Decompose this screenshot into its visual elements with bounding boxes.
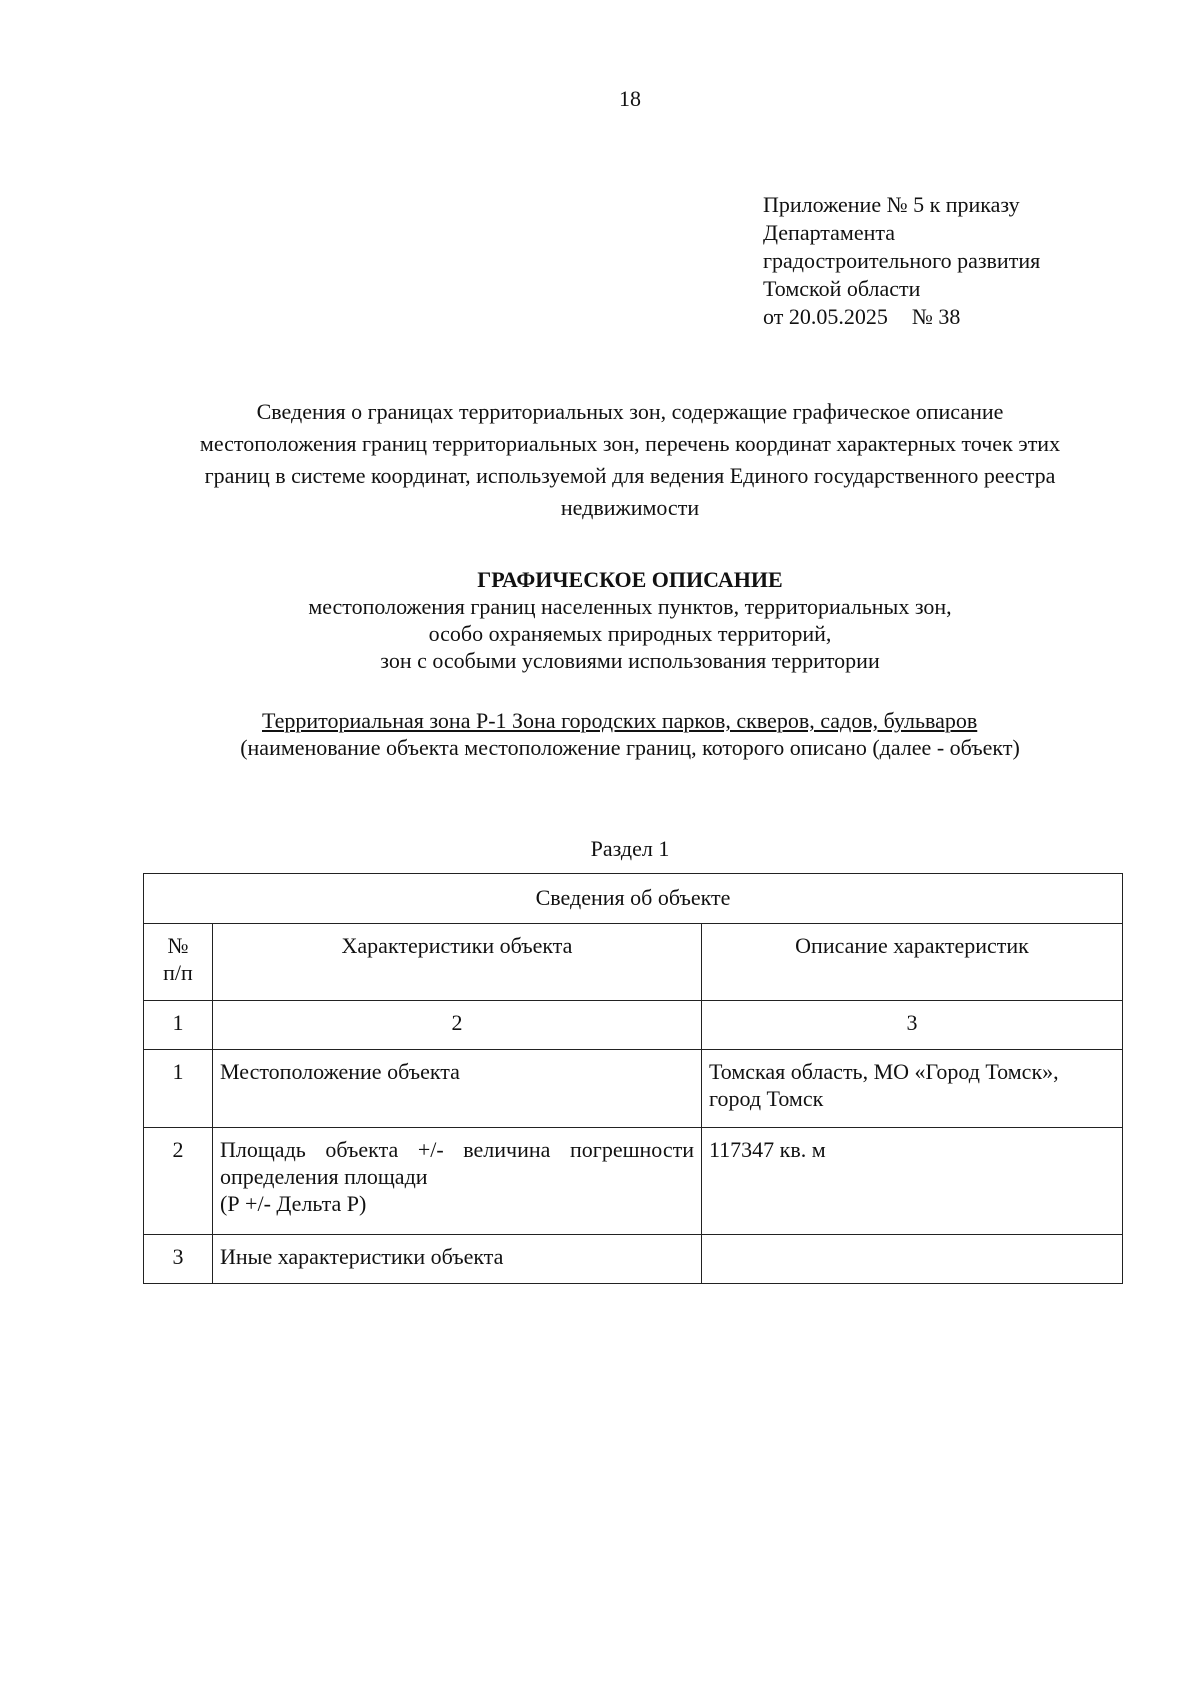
header-num-abbr: п/п <box>163 960 193 985</box>
graphic-line: местоположения границ населенных пунктов, территориальных зон, <box>308 594 952 619</box>
header-num-symbol: № <box>167 933 189 958</box>
table-header-row <box>144 924 1123 1001</box>
table-row <box>144 1235 1123 1284</box>
appendix-number: № 38 <box>911 304 961 329</box>
row-number: 3 <box>144 1235 213 1284</box>
row-characteristic-extra: (Р +/- Дельта Р) <box>220 1191 367 1216</box>
header-description: Описание характеристик <box>702 924 1123 1001</box>
appendix-line: Департамента <box>763 220 896 245</box>
index-cell: 3 <box>702 1001 1123 1050</box>
row-characteristic: Площадь объекта +/- величина погрешности определения площади <box>220 1137 694 1189</box>
row-characteristic: Местоположение объекта <box>213 1050 702 1128</box>
zone-block <box>130 707 1130 761</box>
row-number: 1 <box>144 1050 213 1128</box>
row-number: 2 <box>144 1128 213 1235</box>
row-characteristic-cell <box>213 1128 702 1235</box>
row-description <box>702 1235 1123 1284</box>
intro-line: недвижимости <box>560 495 700 520</box>
row-description: Томская область, МО «Город Томск», город Томск <box>702 1050 1123 1128</box>
appendix-date-line <box>763 303 1040 331</box>
table-caption: Сведения об объекте <box>144 874 1123 924</box>
graphic-description-block <box>130 566 1130 674</box>
page-number: 18 <box>619 86 641 111</box>
section-title: Раздел 1 <box>590 836 670 861</box>
intro-line: местоположения границ территориальных зон, перечень координат характерных точек этих <box>199 431 1061 456</box>
table-index-row <box>144 1001 1123 1050</box>
intro-line: Сведения о границах территориальных зон, содержащие графическое описание <box>256 399 1004 424</box>
appendix-line: Томской области <box>763 276 921 301</box>
object-info-table <box>143 873 1123 1284</box>
table-row <box>144 1050 1123 1128</box>
index-cell: 2 <box>213 1001 702 1050</box>
zone-title: Территориальная зона Р-1 Зона городских парков, скверов, садов, бульваров <box>262 708 978 733</box>
header-characteristic: Характеристики объекта <box>213 924 702 1001</box>
appendix-line: градостроительного развития <box>763 248 1041 273</box>
table-row <box>144 1128 1123 1235</box>
appendix-line: Приложение № 5 к приказу <box>763 192 1020 217</box>
graphic-line: особо охраняемых природных территорий, <box>428 621 832 646</box>
intro-paragraph <box>130 396 1130 524</box>
header-num-cell <box>144 924 213 1001</box>
row-characteristic: Иные характеристики объекта <box>213 1235 702 1284</box>
table-caption-row <box>144 874 1123 924</box>
appendix-block <box>763 191 1040 331</box>
zone-note: (наименование объекта местоположение границ, которого описано (далее - объект) <box>240 735 1020 760</box>
index-cell: 1 <box>144 1001 213 1050</box>
graphic-line: зон с особыми условиями использования территории <box>380 648 880 673</box>
row-description: 117347 кв. м <box>702 1128 1123 1235</box>
appendix-date: от 20.05.2025 <box>763 304 888 329</box>
intro-line: границ в системе координат, используемой для ведения Единого государственного реестра <box>204 463 1056 488</box>
graphic-heading: ГРАФИЧЕСКОЕ ОПИСАНИЕ <box>477 567 783 592</box>
